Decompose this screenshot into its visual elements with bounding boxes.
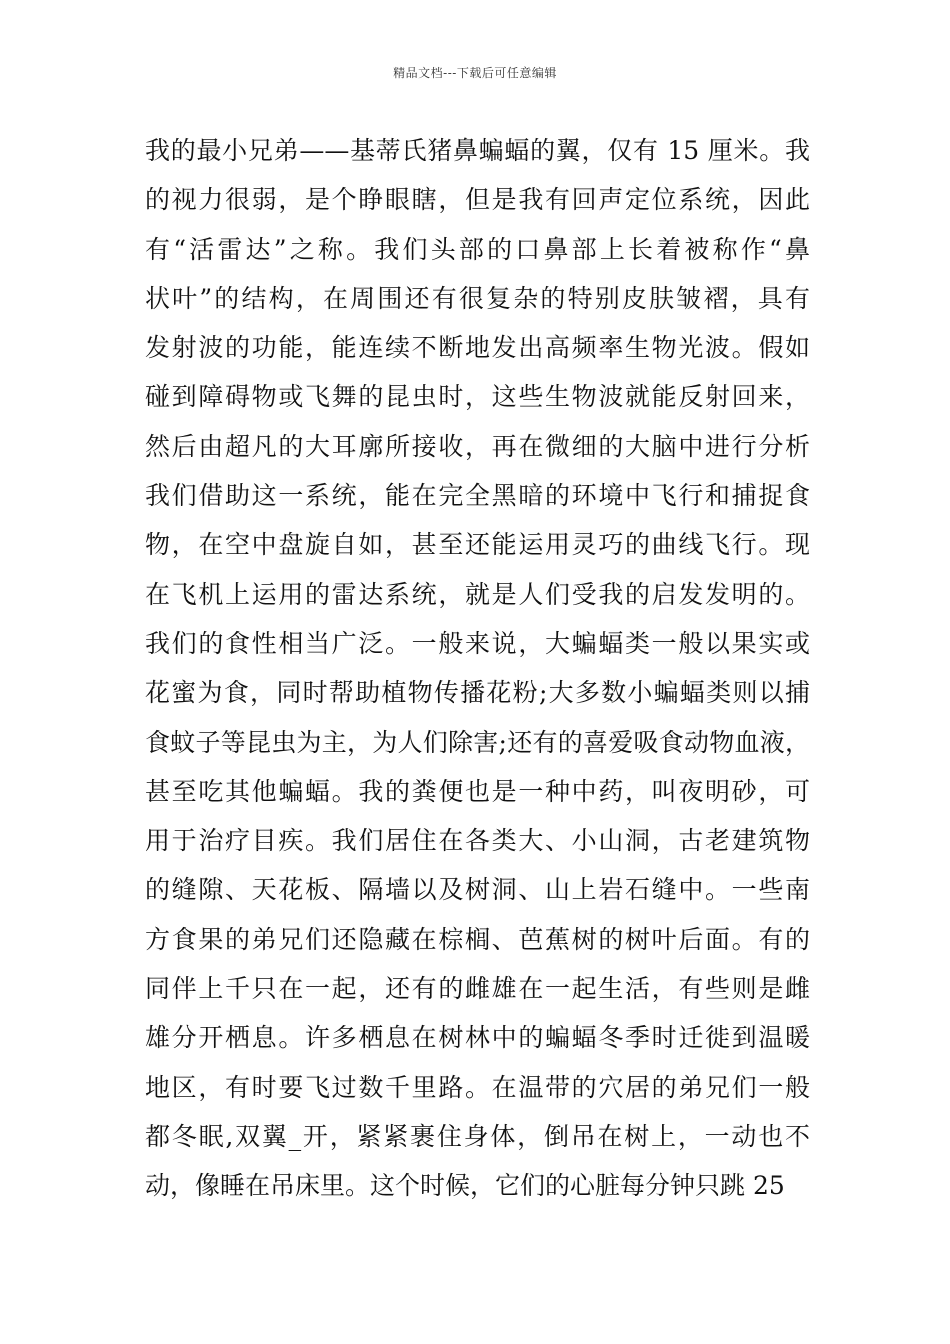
text-line: 的视力很弱，是个睁眼瞎，但是我有回声定位系统，因此 [145,185,810,215]
text-line: 甚至吃其他蝙蝠。我的粪便也是一种中药，叫夜明砂，可 [145,776,810,806]
text-line: 动，像睡在吊床里。这个时候，它们的心脏每分钟只跳 25 [145,1171,785,1201]
text-line: 地区，有时要飞过数千里路。在温带的穴居的弟兄们一般 [145,1072,810,1102]
text-line: 方食果的弟兄们还隐藏在棕榈、芭蕉树的树叶后面。有的 [145,924,810,954]
text-line: 的缝隙、天花板、隔墙以及树洞、山上岩石缝中。一些南 [145,875,810,905]
text-line: 食蚊子等昆虫为主，为人们除害;还有的喜爱吸食动物血液， [145,727,810,757]
text-line: 然后由超凡的大耳廓所接收，再在微细的大脑中进行分析 [145,431,810,461]
text-line: 碰到障碍物或飞舞的昆虫时，这些生物波就能反射回来， [145,382,810,412]
text-line: 状叶”的结构，在周围还有很复杂的特别皮肤皱褶，具有 [145,283,810,313]
text-line: 都冬眠,双翼_开，紧紧裹住身体，倒吊在树上，一动也不 [145,1121,810,1151]
text-line: 我们的食性相当广泛。一般来说，大蝙蝠类一般以果实或 [145,628,810,658]
body-text [145,126,810,1211]
page-header: 精品文档---下载后可任意编辑 [393,66,557,80]
text-line: 用于治疗目疾。我们居住在各类大、小山洞，古老建筑物 [145,826,810,856]
text-line: 在飞机上运用的雷达系统，就是人们受我的启发发明的。 [145,579,810,609]
text-line: 物，在空中盘旋自如，甚至还能运用灵巧的曲线飞行。现 [145,530,810,560]
text-line: 雄分开栖息。许多栖息在树林中的蝙蝠冬季时迁徙到温暖 [145,1023,810,1053]
text-line: 有“活雷达”之称。我们头部的口鼻部上长着被称作“鼻 [145,234,810,264]
text-line: 我的最小兄弟——基蒂氏猪鼻蝙蝠的翼，仅有 15 厘米。我 [145,136,810,165]
text-line: 发射波的功能，能连续不断地发出高频率生物光波。假如 [145,333,810,363]
text-line: 花蜜为食，同时帮助植物传播花粉;大多数小蝙蝠类则以捕 [145,678,810,708]
text-line: 我们借助这一系统，能在完全黑暗的环境中飞行和捕捉食 [145,481,810,511]
text-line: 同伴上千只在一起，还有的雌雄在一起生活，有些则是雌 [145,974,810,1004]
